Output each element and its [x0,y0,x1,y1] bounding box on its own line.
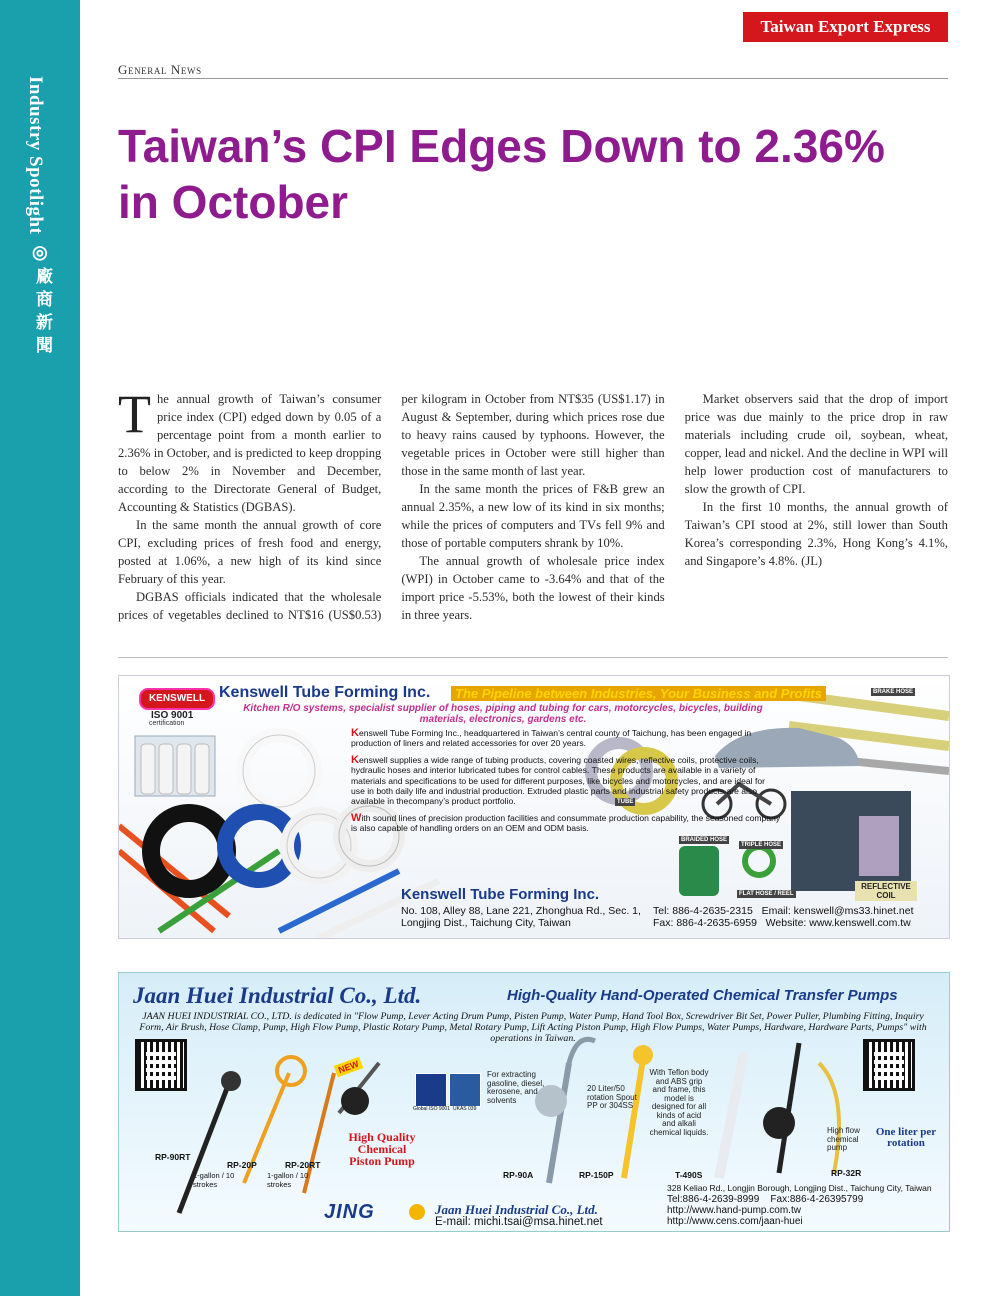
label-reflective-coil: REFLECTIVE COIL [855,881,917,901]
label-flat-hose: FLAT HOSE / REEL [739,891,794,897]
sidebar-mark: ◎ [32,242,48,263]
jaanhuei-fax: Fax:886-4-26395799 [770,1194,864,1205]
ukas-cert-badge [449,1073,481,1107]
model-rp20p-note: 1-gallon / 10 strokes [193,1171,235,1189]
jing-logo: JING [324,1201,375,1223]
kenswell-paragraph: Kenswell supplies a wide range of tubing products, covering coasted wires, reflective coils, protective coils, hydraulic hoses and interior lubricated tubes for control cables. These products are available in a variety of materials and specifications to be used for different purposes, like bicycles and motorcycles, and are ideal for use in both daily life and industrial production. Extruded plastic parts and industrial safety products are also available in thecompany’s product portfolio. [351,753,765,807]
model-rp20rt: RP-20RT [285,1160,321,1170]
sidebar-title-zh: 廠商新聞 [33,267,52,360]
article-paragraph: Market observers said that the drop of import price was due mainly to the price drop in raw materials including crude oil, soybean, wheat, copper, lead and nickel. And the decline in WPI will help lower production cost of manufacturers to slow the growth of CPI. [684,392,948,496]
kenswell-logo: KENSWELL [139,688,215,710]
sidebar-text [24,76,64,359]
model-rp90a: RP-90A [503,1170,534,1180]
article-paragraph: In the same month the prices of F&B grew an annual 2.35%, a new low of its kind in six months; while the prices of computers and TVs fell 9% and those of portable computers shrank by 10%. [401,482,665,550]
model-rp32r: RP-32R [831,1168,862,1178]
kenswell-website[interactable]: Website: www.kenswell.com.tw [765,917,911,929]
jaanhuei-company-name: Jaan Huei Industrial Co., Ltd. [133,983,422,1008]
dropcap: T [118,384,151,444]
jing-logo-dot [409,1204,425,1220]
new-badge: NEW [334,1057,363,1078]
section-label: General News [118,62,202,77]
qr-code-right[interactable] [863,1039,915,1091]
section-rule [118,78,948,79]
kenswell-tel: Tel: 886-4-2635-2315 [653,905,753,917]
label-brake-hose: BRAKE HOSE [873,689,914,695]
divider [118,657,948,658]
model-rp20p: RP-20P [227,1160,257,1170]
piston-pump-caption: High Quality Chemical Piston Pump [348,1130,416,1168]
label-triple-hose: TRIPLE HOSE [741,842,782,848]
iso-subtitle: certification [149,720,185,727]
qr-code-left[interactable] [135,1039,187,1091]
model-t490s: T-490S [675,1170,703,1180]
one-liter-caption: One liter per rotation [875,1126,937,1149]
kenswell-tagline: Kitchen R/O systems, specialist supplier of hoses, piping and tubing for cars, motorcycles, bicycles, building materials, electronics, gardens etc. [243,703,763,725]
rp150p-note: 20 Liter/50 rotation Spout PP or 304SS [587,1084,637,1110]
jaanhuei-website-2[interactable]: http://www.cens.com/jaan-huei [667,1216,803,1227]
jaanhuei-description: JAAN HUEI INDUSTRIAL CO., LTD. is dedicated in "Flow Pump, Lever Acting Drum Pump, Pisten Pump, Water Pump, Hand Tool Box, Screwdriver Bit Set, Power Puller, Plumbing Fitting, Inquiry Form, Air Brush, Hose Clamp, Pump, High Flow Pump, Plastic Rotary Pump, Metal Rotary Pump, Lift Acting Piston Pump, High Flow Pumps, Water Pumps, Hardware, Hardware Parts, Pumps" with operations in Taiwan. [139,1011,927,1044]
global-cert-badge [415,1073,447,1107]
global-cert-label: Global ISO 9001 [413,1106,450,1112]
brand-banner: Taiwan Export Express [743,12,948,42]
article-paragraph: In the same month the annual growth of core CPI, excluding prices of fresh food and energy, posted at 1.06%, a new high of its kind since February of this year. [118,518,382,586]
jaanhuei-company-name-footer: Jaan Huei Industrial Co., Ltd. [435,1202,598,1217]
jaanhuei-address: 328 Keliao Rd., Longjin Borough, Longjing Dist., Taichung City, Taiwan [667,1183,932,1193]
article-body [118,384,948,624]
jaanhuei-email[interactable]: E-mail: michi.tsai@msa.hinet.net [435,1216,603,1228]
article-paragraph: DGBAS officials indicated that the wholesale prices of vegetables declined to NT$16 (US$0.53) per kilogram in October from NT$35 (US$1.17) in August & September, during which prices rose due to heavy rains caused by typhoons. However, the vegetable prices in October were still higher than those in the same month of last year. [118,392,665,622]
kenswell-paragraph: With sound lines of precision production facilities and consummate production capability, the seasoned company is also capable of handling orders on an OEM and ODM basis. [351,811,781,834]
kenswell-description [351,728,781,840]
model-rp20rt-note: 1-gallon / 10 strokes [267,1171,309,1189]
kenswell-paragraph: Kenswell Tube Forming Inc., headquartered in Taiwan’s central county of Taichung, has been engaged in production of liners and related accessories for over 20 years. [351,727,752,749]
model-rp150p: RP-150P [579,1170,614,1180]
jaanhuei-ad [118,972,950,1232]
kenswell-slogan: The Pipeline between Industries, Your Business and Profits [451,686,826,701]
sidebar-band [0,0,80,1296]
jaanhuei-website-1[interactable]: http://www.hand-pump.com.tw [667,1205,801,1216]
label-braided-hose: BRAIDED HOSE [681,837,728,843]
kenswell-address: No. 108, Alley 88, Lane 221, Zhonghua Rd., Sec. 1, Longjing Dist., Taichung City, Taiwan [401,905,641,929]
t490s-note: With Teflon body and ABS grip and frame, this model is designed for all kinds of acid and alkali chemical liquids. [649,1068,709,1137]
kenswell-email[interactable]: Email: kenswell@ms33.hinet.net [761,905,914,917]
headline: Taiwan’s CPI Edges Down to 2.36% in October [118,120,885,228]
rp90a-note: For extracting gasoline, diesel, kerosene, and solvents [487,1070,545,1105]
article-paragraph: The annual growth of wholesale price index (WPI) in October came to -3.64% and that of the import price -5.53%, both the lowest of their kinds in three years. [401,554,665,622]
jaanhuei-tel: Tel:886-4-2639-8999 [667,1194,760,1205]
kenswell-company-name-footer: Kenswell Tube Forming Inc. [401,886,600,903]
kenswell-company-name: Kenswell Tube Forming Inc. [219,684,431,701]
jaanhuei-tagline: High-Quality Hand-Operated Chemical Transfer Pumps [507,987,898,1004]
paragraph-text: he annual growth of Taiwan’s consumer price index (CPI) edged down by 0.05 of a percentage point from a month earlier to 2.36% in October, and is predicted to keep dropping to below 2% in November and December, according to the Directorate General of Budget, Accounting & Statistics (DGBAS). [118,392,382,514]
article-paragraph: In the first 10 months, the annual growth of Taiwan’s CPI stood at 2%, still lower than South Korea’s corresponding 2.3%, Hong Kong’s 4.1%, and Singapore’s 4.8%. (JL) [684,500,948,568]
sidebar-title: Industry Spotlight [25,76,46,235]
kenswell-contact [653,905,943,929]
ukas-cert-label: UKAS 039 [453,1106,477,1112]
jaanhuei-contact [667,1183,947,1227]
kenswell-fax: Fax: 886-4-2635-6959 [653,917,757,929]
model-rp90rt: RP-90RT [155,1152,191,1162]
rp32r-note: High flow chemical pump [827,1126,860,1152]
iso-badge: ISO 9001 [151,710,194,721]
kenswell-ad [118,675,950,939]
label-tube: TUBE [617,799,634,805]
article-paragraph [118,384,382,516]
